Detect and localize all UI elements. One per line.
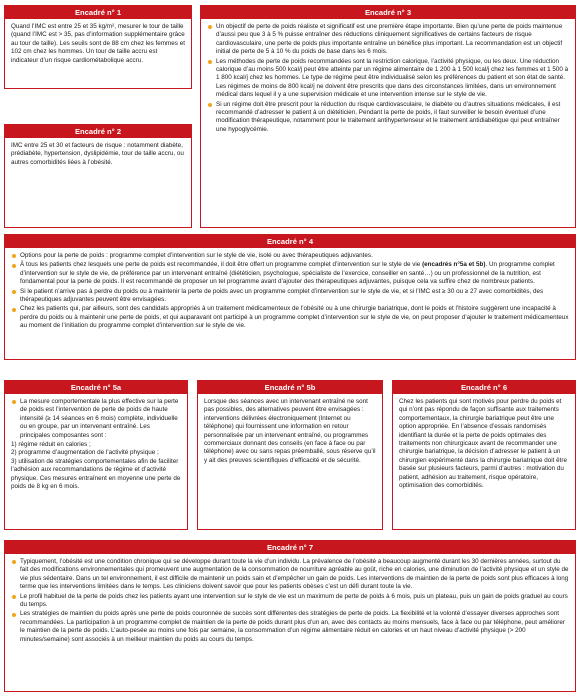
box-5a-step: 1) régime réduit en calories ; bbox=[11, 441, 91, 449]
box-5a-steps bbox=[11, 441, 181, 491]
box-5a-intro: La mesure comportementale la plus effective sur la perte de poids est l’intervention de perte de poids de haute intensité (≥ 14 séances en 6 mois) complète, individuelle ou en groupe, par un intervenant entraîné. Les principales composantes sont : bbox=[11, 398, 181, 440]
box-7-item: Typiquement, l’obésité est une condition chronique qui se développe durant toute la vie d’un individu. La prévalence de l’obésité a beaucoup augmenté durant les 30 dernières années, surtout du fait des modifications environnementales qui promeuvent une augmentation de la consommation de nourriture agréable au goût, riche en calories, une diminution de l’activité physique et un style de vie plus sédentaire. Dans un tel environnement, il est difficile de maintenir un poids sain et d’empêcher un gain de poids. Les interventions de maintien de la perte de poids sont plus efficaces à long terme que les interventions limitées dans le temps. Les cliniciens doivent savoir que pour les patients obèses c’est un défi durant toute la vie. bbox=[11, 558, 569, 592]
box-2 bbox=[4, 124, 192, 228]
box-5a-step: 3) utilisation de stratégies comportementales afin de faciliter l’adhésion aux recommandations de régime et d’activité physique. Ces mesures entraînent en moyenne une perte de poids de 8 kg en 6 mois. bbox=[11, 457, 181, 491]
box-4-item-text: . Un programme complet d’intervention sur le style de vie, de préférence par un intervenant entraîné (diététicien, psychologue, spécialiste de l’exercice, conseiller en santé…) ou un professionnel de la nutrition, est fondamental pour la perte de poids. Il est recommandé de proposer un tel programme avant d’ajouter des thérapeutiques adjuvantes, puisque cela va suffire chez de nombreux patients. bbox=[20, 261, 555, 286]
box-6 bbox=[392, 380, 576, 530]
box-5b-title: Encadré n° 5b bbox=[198, 381, 382, 394]
box-2-title: Encadré n° 2 bbox=[5, 125, 191, 138]
box-3-item: Les méthodes de perte de poids recommandées sont la restriction calorique, l’activité physique, ou les deux. Une réduction calorique d’au moins 500 kcal/j peut être atteinte par un régime alimentaire de 1 200 à 1 500 kcal/j chez les femmes et 1 500 à 1 800 kcal/j chez les hommes. Le type de régime peut être individualisé selon les préférences du patient et son état de santé. Les régimes de moins de 800 kcal/j ne doivent être prescrits que dans des circonstances limitées, dans un environnement médical dans lequel il y a une supervision médicale et une intervention intense sur le style de vie. bbox=[207, 58, 570, 100]
box-2-text: IMC entre 25 et 30 et facteurs de risque : notamment diabète, prédiabète, hypertension, dyslipidémie, tour de taille accru, ou autres comorbidités liées à l’obésité. bbox=[11, 142, 184, 166]
box-7-item: Les stratégies de maintien du poids après une perte de poids couronnée de succès sont différentes des stratégies de perte de poids. La flexibilité et la volonté d’essayer diverses approches sont recommandées. La participation à un programme complet de maintien de la perte de poids durant plus d’un an, avec des contacts au moins mensuels, face à face ou par téléphone, peut améliorer le maintien de la perte de poids. L’auto-pesée au moins une fois par semaine, la consommation d’un régime alimentaire réduit en calories et un haut niveau d’activité physique (> 200 minutes/semaine) sont associés à un meilleur maintien du poids au cours du temps. bbox=[11, 610, 569, 644]
box-5b-text: Lorsque des séances avec un intervenant entraîné ne sont pas possibles, des alternatives peuvent être envisagées : interventions délivrées électroniquement (Internet ou téléphone) qui fournissent une information en retour personnalisée par un intervenant entraîné, ou programmes commerciaux donnant des conseils (en face à face ou par téléphone) avec ou sans repas préemballé, sous réserve qu’il y ait des preuves scientifiques d’efficacité et de sécurité. bbox=[204, 398, 376, 464]
box-4-item: Chez les patients qui, par ailleurs, sont des candidats appropriés à un traitement médicamenteux de l’obésité ou à une chirurgie bariatrique, dont le poids et l’histoire suggèrent une incapacité à perdre du poids ou à maintenir une perte de poids, et qui auparavant ont participé à un programme complet d’intervention sur le style de vie, on peut proposer d’ajouter le traitement médicamenteux au moment de l’initiation du programme complet d’intervention sur le style de vie. bbox=[11, 305, 569, 330]
box-4-item: Si le patient n’arrive pas à perdre du poids ou à maintenir la perte de poids avec un programme complet d’intervention sur le style de vie, et si l’IMC est ≥ 30 ou ≥ 27 avec comorbidités, des thérapeutiques adjuvantes peuvent être envisagées. bbox=[11, 288, 569, 305]
box-7-title: Encadré n° 7 bbox=[5, 541, 575, 554]
box-3-item: Si un régime doit être prescrit pour la réduction du risque cardiovasculaire, le diabète ou d’autres situations médicales, il est recommandé d’adresser le patient à un diététicien. Pendant la perte de poids, il faut surveiller le besoin éventuel d’une modification thérapeutique, notamment pour le traitement antihypertenseur et le traitement antidiabétique qui peut entraîner une hypoglycémie. bbox=[207, 101, 570, 135]
box-5a bbox=[4, 380, 188, 530]
box-7 bbox=[4, 540, 576, 692]
box-3-title: Encadré n° 3 bbox=[201, 6, 575, 19]
box-5a-step: 2) programme d’augmentation de l’activité physique ; bbox=[11, 449, 159, 457]
box-3 bbox=[200, 5, 576, 228]
box-6-text: Chez les patients qui sont motivés pour perdre du poids et qui n’ont pas répondu de façon suffisante aux traitements comportementaux, la chirurgie bariatrique peut être une option appropriée. En l’absence d’essais randomisés identifiant la durée et la perte de poids optimales des traitements non chirurgicaux avant de recommander une chirurgie bariatrique, la décision d’adresser le patient à un chirurgien expérimenté dans la chirurgie bariatrique doit être basée sur plusieurs facteurs, parmi d’autres : motivation du patient, adhésion au traitement, risque opératoire, optimisation des comorbidités. bbox=[399, 398, 568, 490]
box-4-item bbox=[11, 261, 569, 286]
box-6-title: Encadré n° 6 bbox=[393, 381, 575, 394]
box-4 bbox=[4, 234, 576, 360]
box-4-item: Options pour la perte de poids : programme complet d’intervention sur le style de vie, isolé ou avec thérapeutiques adjuvantes. bbox=[11, 252, 569, 260]
box-4-title: Encadré n° 4 bbox=[5, 235, 575, 248]
box-1-text: Quand l’IMC est entre 25 et 35 kg/m², mesurer le tour de taille (quand l’IMC est > 35, pas d’information supplémentaire grâce au tour de taille). Les seuils sont de 88 cm chez les femmes et 102 cm chez les hommes. Un tour de taille accru est indicateur d’un risque cardiométabolique accru. bbox=[11, 23, 185, 64]
box-1-title: Encadré n° 1 bbox=[5, 6, 191, 19]
box-4-item-emphasis: (encadrés n°5a et 5b) bbox=[422, 261, 486, 269]
box-5b bbox=[197, 380, 383, 530]
box-3-item: Un objectif de perte de poids réaliste et significatif est une première étape importante. Bien qu’une perte de poids maintenue d’aussi peu que 3 à 5 % puisse entraîner des réductions cliniquement significatives de certains facteurs de risque cardiovasculaire, une perte de poids plus importante entraîne un bénéfice plus important. La recommandation est un objectif initial de perte de 5 à 10 % du poids de base dans les 6 mois. bbox=[207, 23, 570, 57]
box-1 bbox=[4, 5, 192, 89]
box-5a-title: Encadré n° 5a bbox=[5, 381, 187, 394]
box-7-item: Le profil habituel de la perte de poids chez les patients ayant une intervention sur le style de vie est un maximum de perte de poids à 6 mois, puis un plateau, puis un gain de poids graduel au cours du temps. bbox=[11, 593, 569, 610]
box-4-item-text: À tous les patients chez lesquels une perte de poids est recommandée, il doit être offert un programme complet d’intervention sur le style de vie bbox=[20, 261, 423, 269]
